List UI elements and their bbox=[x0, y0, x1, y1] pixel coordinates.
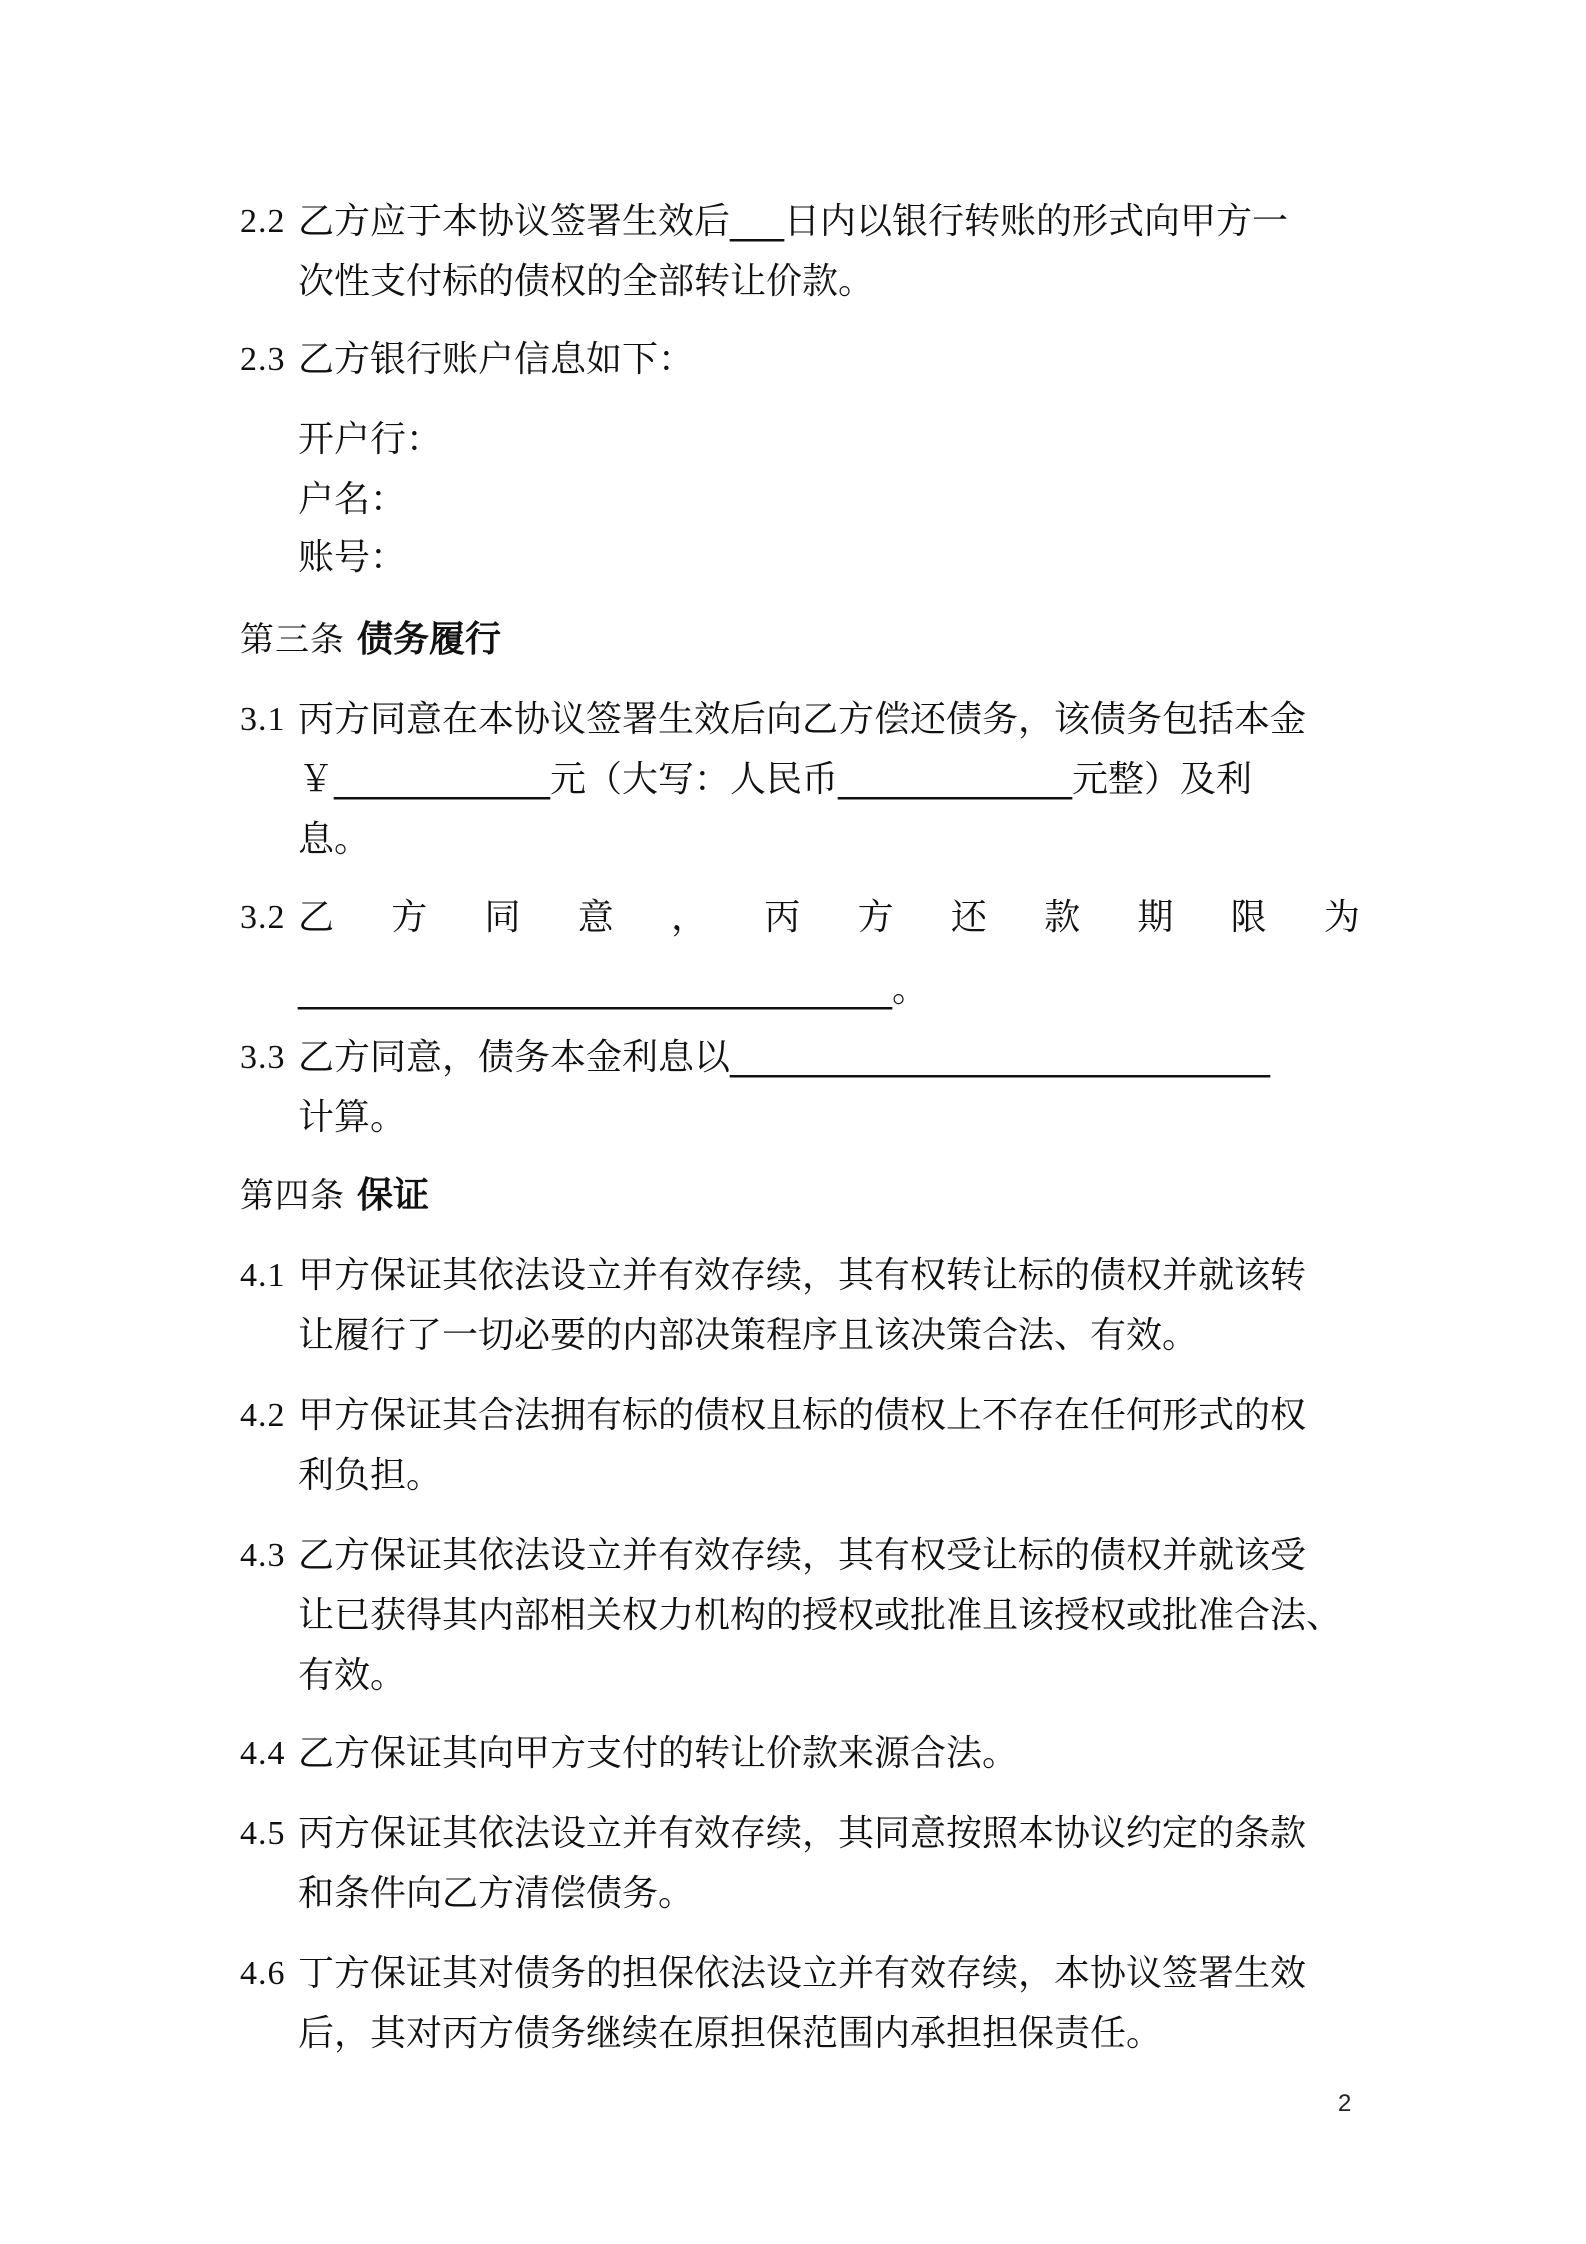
justified-text-line bbox=[298, 888, 1360, 948]
clause-text-line: 甲方保证其合法拥有标的债权且标的债权上不存在任何形式的权 bbox=[298, 1395, 1307, 1436]
clause-text-line: 次性支付标的债权的全部转让价款。 bbox=[298, 261, 875, 302]
article-title: 债务履行 bbox=[357, 619, 502, 660]
clause-text-line: 和条件向乙方清偿债务。 bbox=[298, 1873, 695, 1914]
clause-3-3 bbox=[240, 1028, 1360, 1148]
article-number: 第四条 bbox=[240, 1178, 345, 1215]
clause-number: 3.1 bbox=[240, 701, 286, 738]
clause-text-line: 利负担。 bbox=[298, 1455, 443, 1496]
page-number: 2 bbox=[1338, 2090, 1352, 2117]
clause-text-line: 乙方保证其向甲方支付的转让价款来源合法。 bbox=[298, 1733, 1019, 1774]
justified-char: 意 bbox=[577, 897, 614, 938]
clause-text-line: 计算。 bbox=[298, 1097, 407, 1138]
clause-number: 4.3 bbox=[240, 1537, 286, 1574]
clause-text-line: 让已获得其内部相关权力机构的授权或批准且该授权或批准合法、 bbox=[298, 1595, 1343, 1636]
justified-char: 款 bbox=[1044, 897, 1081, 938]
clause-text-line: 息。 bbox=[298, 819, 371, 860]
clause-number: 2.3 bbox=[240, 341, 286, 378]
clause-text-line: 乙方银行账户信息如下： bbox=[298, 339, 695, 380]
clause-number: 3.2 bbox=[240, 899, 286, 936]
article-3-heading bbox=[240, 610, 501, 671]
clause-number: 4.2 bbox=[240, 1397, 286, 1434]
clause-number: 3.3 bbox=[240, 1039, 286, 1076]
clause-text-line: 丙方保证其依法设立并有效存续，其同意按照本协议约定的条款 bbox=[298, 1813, 1307, 1854]
account-number-field: 账号： bbox=[298, 537, 407, 578]
justified-char: 限 bbox=[1230, 897, 1267, 938]
clause-text-line: 丙方同意在本协议签署生效后向乙方偿还债务，该债务包括本金 bbox=[298, 699, 1307, 740]
clause-text-line: 后，其对丙方债务继续在原担保范围内承担担保责任。 bbox=[298, 2013, 1163, 2054]
justified-char: 为 bbox=[1323, 897, 1360, 938]
clause-text-line: 让履行了一切必要的内部决策程序且该决策合法、有效。 bbox=[298, 1315, 1199, 1356]
justified-char: 还 bbox=[950, 897, 987, 938]
clause-number: 4.5 bbox=[240, 1815, 286, 1852]
clause-3-2 bbox=[240, 888, 1360, 1020]
account-name-field: 户名： bbox=[298, 479, 407, 520]
clause-number: 4.1 bbox=[240, 1257, 286, 1294]
clause-4-1 bbox=[240, 1246, 1360, 1366]
justified-char: 方 bbox=[857, 897, 894, 938]
clause-text-line: 乙方同意，债务本金利息以______________________________ bbox=[298, 1037, 1271, 1078]
clause-4-2 bbox=[240, 1386, 1360, 1506]
clause-text-line: 丁方保证其对债务的担保依法设立并有效存续，本协议签署生效 bbox=[298, 1953, 1307, 1994]
clause-2-3 bbox=[240, 330, 1360, 390]
clause-4-4 bbox=[240, 1724, 1360, 1784]
article-4-heading bbox=[240, 1166, 429, 1227]
clause-text-line: 乙方保证其依法设立并有效存续，其有权受让标的债权并就该受 bbox=[298, 1535, 1307, 1576]
justified-char: 同 bbox=[484, 897, 521, 938]
clause-text-line: _________________________________。 bbox=[298, 969, 928, 1010]
clause-text-line: 乙方应于本协议签署生效后___日内以银行转账的形式向甲方一 bbox=[298, 201, 1289, 242]
clause-text-line: ￥____________元（大写：人民币_____________元整）及利 bbox=[298, 759, 1253, 800]
clause-4-5 bbox=[240, 1804, 1360, 1924]
article-title: 保证 bbox=[357, 1175, 430, 1216]
clause-text-line: 甲方保证其依法设立并有效存续，其有权转让标的债权并就该转 bbox=[298, 1255, 1307, 1296]
justified-char: ， bbox=[671, 897, 708, 938]
clause-number: 4.6 bbox=[240, 1955, 286, 1992]
clause-number: 4.4 bbox=[240, 1735, 286, 1772]
justified-char: 方 bbox=[391, 897, 428, 938]
clause-text-line: 有效。 bbox=[298, 1655, 407, 1696]
justified-char: 期 bbox=[1137, 897, 1174, 938]
article-number: 第三条 bbox=[240, 622, 345, 659]
bank-name-field: 开户行： bbox=[298, 419, 443, 460]
clause-2-2 bbox=[240, 192, 1360, 312]
clause-number: 2.2 bbox=[240, 203, 286, 240]
justified-char: 乙 bbox=[298, 897, 335, 938]
clause-4-3 bbox=[240, 1526, 1360, 1706]
justified-char: 丙 bbox=[764, 897, 801, 938]
clause-4-6 bbox=[240, 1944, 1360, 2064]
clause-3-1 bbox=[240, 690, 1360, 870]
